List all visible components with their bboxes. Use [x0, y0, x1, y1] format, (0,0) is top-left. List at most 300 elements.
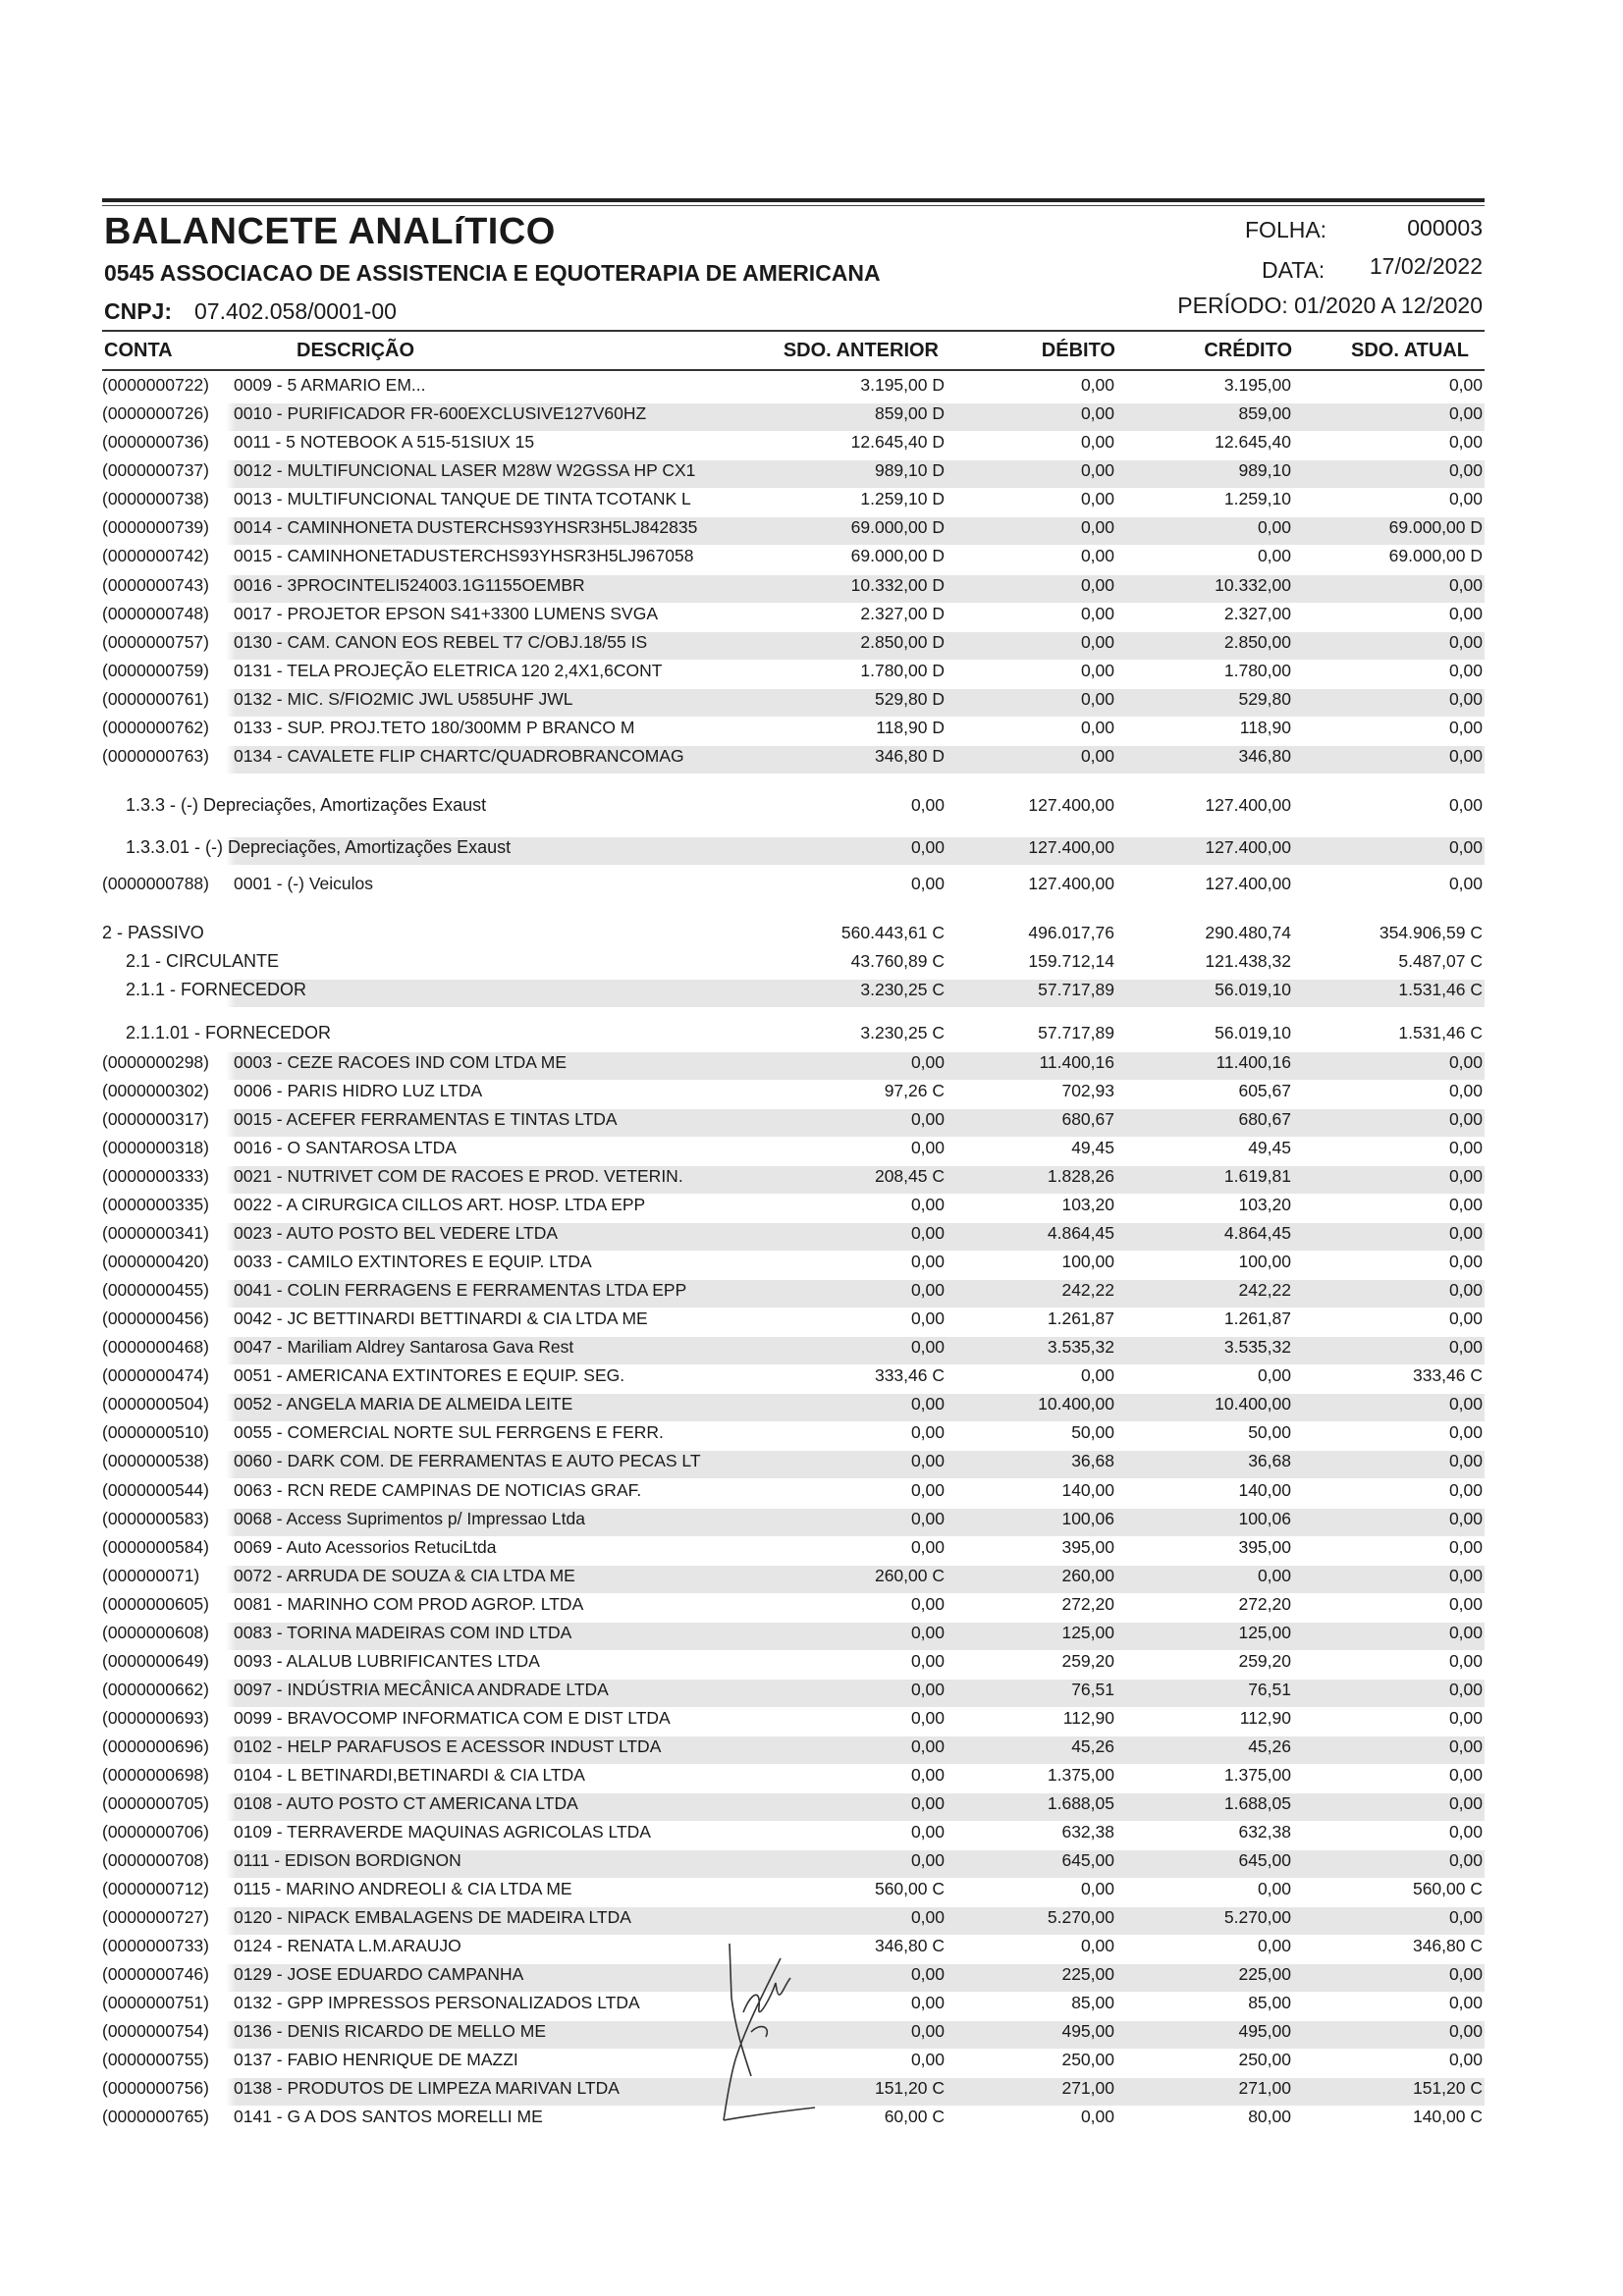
table-row: [0, 1793, 1623, 1821]
saldo-atual: 0,00: [1448, 689, 1483, 709]
saldo-anterior: 0,00: [910, 1422, 945, 1442]
account-description: 0069 - Auto Acessorios RetuciLtda: [234, 1537, 497, 1557]
account-code: (0000000746): [102, 1964, 209, 1984]
credito: 56.019,10: [1215, 1023, 1291, 1042]
table-row: [0, 1337, 1623, 1364]
account-code: (0000000761): [102, 689, 209, 709]
debito: 100,00: [1061, 1252, 1114, 1271]
saldo-anterior: 0,00: [910, 1736, 945, 1756]
debito: 702,93: [1061, 1081, 1114, 1100]
credito: 290.480,74: [1205, 923, 1291, 942]
saldo-atual: 0,00: [1448, 1509, 1483, 1528]
table-row: [0, 1166, 1623, 1194]
account-description: 0137 - FABIO HENRIQUE DE MAZZI: [234, 2050, 518, 2069]
saldo-atual: 0,00: [1448, 1993, 1483, 2012]
account-description: 0102 - HELP PARAFUSOS E ACESSOR INDUST LTDA: [234, 1736, 662, 1756]
saldo-anterior: 0,00: [910, 1651, 945, 1671]
credito: 112,90: [1239, 1708, 1291, 1728]
account-description: 0042 - JC BETTINARDI BETTINARDI & CIA LTDA ME: [234, 1308, 648, 1328]
debito: 0,00: [1080, 1936, 1114, 1955]
credito: 140,00: [1238, 1480, 1291, 1500]
account-description: 0055 - COMERCIAL NORTE SUL FERRGENS E FERR.: [234, 1422, 664, 1442]
debito: 50,00: [1071, 1422, 1114, 1442]
saldo-atual: 0,00: [1448, 632, 1483, 652]
credito: 1.780,00: [1223, 661, 1291, 680]
account-code: (0000000788): [102, 874, 209, 893]
account-description: 1.3.3 - (-) Depreciações, Amortizações Exaust: [126, 795, 487, 815]
saldo-atual: 0,00: [1448, 1138, 1483, 1157]
credito: 242,22: [1238, 1280, 1291, 1300]
account-description: 0111 - EDISON BORDIGNON: [234, 1850, 461, 1870]
account-code: (0000000705): [102, 1793, 209, 1813]
debito: 259,20: [1061, 1651, 1114, 1671]
saldo-atual: 0,00: [1448, 718, 1483, 737]
account-description: 0052 - ANGELA MARIA DE ALMEIDA LEITE: [234, 1394, 573, 1414]
account-code: (0000000420): [102, 1252, 209, 1271]
table-row: [0, 1195, 1623, 1222]
credito: 121.438,32: [1205, 951, 1291, 971]
table-row: [0, 1365, 1623, 1393]
debito: 103,20: [1061, 1195, 1114, 1214]
table-row: [0, 1907, 1623, 1935]
saldo-anterior: 3.230,25 C: [860, 1023, 945, 1042]
saldo-anterior: 0,00: [910, 795, 945, 815]
periodo: PERÍODO: 01/2020 A 12/2020: [1177, 293, 1483, 318]
debito: 1.828,26: [1047, 1166, 1114, 1186]
company-name: 0545 ASSOCIACAO DE ASSISTENCIA E EQUOTERAPIA DE AMERICANA: [104, 260, 881, 286]
credito: 76,51: [1248, 1680, 1291, 1699]
credito: 100,06: [1238, 1509, 1291, 1528]
account-description: 0133 - SUP. PROJ.TETO 180/300MM P BRANCO M: [234, 718, 635, 737]
account-description: 0013 - MULTIFUNCIONAL TANQUE DE TINTA TCOTANK L: [234, 489, 691, 508]
account-description: 0015 - ACEFER FERRAMENTAS E TINTAS LTDA: [234, 1109, 618, 1129]
saldo-atual: 0,00: [1448, 1422, 1483, 1442]
credito: 0,00: [1257, 1566, 1291, 1585]
debito: 4.864,45: [1047, 1223, 1114, 1243]
credito: 1.259,10: [1223, 489, 1291, 508]
saldo-atual: 0,00: [1448, 575, 1483, 595]
account-description: 0132 - GPP IMPRESSOS PERSONALIZADOS LTDA: [234, 1993, 640, 2012]
saldo-atual: 0,00: [1448, 460, 1483, 480]
saldo-atual: 0,00: [1448, 1337, 1483, 1357]
saldo-atual: 69.000,00 D: [1388, 517, 1483, 537]
account-code: (0000000762): [102, 718, 209, 737]
saldo-anterior: 0,00: [910, 1052, 945, 1072]
account-description: 1.3.3.01 - (-) Depreciações, Amortizações Exaust: [126, 837, 512, 857]
table-row: [0, 1480, 1623, 1508]
table-row: [0, 1623, 1623, 1650]
credito: 100,00: [1238, 1252, 1291, 1271]
saldo-anterior: 2.327,00 D: [860, 604, 945, 623]
account-description: 2.1 - CIRCULANTE: [126, 951, 280, 971]
debito: 125,00: [1061, 1623, 1114, 1642]
saldo-anterior: 43.760,89 C: [850, 951, 945, 971]
credito: 36,68: [1248, 1451, 1291, 1470]
table-row: [0, 575, 1623, 603]
account-description: 0130 - CAM. CANON EOS REBEL T7 C/OBJ.18/55 IS: [234, 632, 648, 652]
account-description: 0136 - DENIS RICARDO DE MELLO ME: [234, 2021, 546, 2041]
saldo-anterior: 0,00: [910, 1480, 945, 1500]
credito: 680,67: [1238, 1109, 1291, 1129]
saldo-anterior: 0,00: [910, 1195, 945, 1214]
saldo-atual: 0,00: [1448, 874, 1483, 893]
table-row: [0, 1594, 1623, 1622]
debito: 0,00: [1080, 1365, 1114, 1385]
saldo-anterior: 0,00: [910, 1765, 945, 1785]
col-header-sdo-anterior: SDO. ANTERIOR: [783, 340, 939, 361]
account-description: 0141 - G A DOS SANTOS MORELLI ME: [234, 2107, 543, 2126]
account-description: 0051 - AMERICANA EXTINTORES E EQUIP. SEG.: [234, 1365, 625, 1385]
account-description: 0115 - MARINO ANDREOLI & CIA LTDA ME: [234, 1879, 572, 1898]
debito: 1.261,87: [1047, 1308, 1114, 1328]
debito: 57.717,89: [1038, 980, 1114, 999]
saldo-atual: 0,00: [1448, 1850, 1483, 1870]
account-description: 0023 - AUTO POSTO BEL VEDERE LTDA: [234, 1223, 559, 1243]
saldo-anterior: 118,90 D: [876, 718, 945, 737]
account-description: 0097 - INDÚSTRIA MECÂNICA ANDRADE LTDA: [234, 1680, 609, 1699]
account-code: (0000000727): [102, 1907, 209, 1927]
saldo-anterior: 0,00: [910, 2050, 945, 2069]
account-description: 0015 - CAMINHONETADUSTERCHS93YHSR3H5LJ967058: [234, 546, 694, 565]
credito: 12.645,40: [1215, 432, 1291, 452]
credito: 118,90: [1239, 718, 1291, 737]
saldo-anterior: 560.443,61 C: [840, 923, 945, 942]
table-row: [0, 1879, 1623, 1906]
table-row: [0, 1822, 1623, 1849]
account-code: (0000000743): [102, 575, 209, 595]
debito: 272,20: [1061, 1594, 1114, 1614]
account-description: 0011 - 5 NOTEBOOK A 515-51SIUX 15: [234, 432, 535, 452]
saldo-anterior: 560,00 C: [874, 1879, 945, 1898]
credito: 1.688,05: [1223, 1793, 1291, 1813]
saldo-atual: 0,00: [1448, 1907, 1483, 1927]
account-code: (0000000742): [102, 546, 209, 565]
account-description: 0016 - O SANTAROSA LTDA: [234, 1138, 457, 1157]
saldo-atual: 0,00: [1448, 1708, 1483, 1728]
table-row: [0, 1138, 1623, 1165]
account-code: (0000000754): [102, 2021, 209, 2041]
table-row: [0, 1765, 1623, 1792]
saldo-anterior: 0,00: [910, 1337, 945, 1357]
table-row: [0, 460, 1623, 488]
account-description: 0041 - COLIN FERRAGENS E FERRAMENTAS LTDA EPP: [234, 1280, 687, 1300]
table-row: [0, 1651, 1623, 1679]
account-code: (0000000765): [102, 2107, 209, 2126]
debito: 242,22: [1061, 1280, 1114, 1300]
table-row: [0, 1252, 1623, 1279]
saldo-atual: 1.531,46 C: [1398, 1023, 1483, 1042]
saldo-atual: 0,00: [1448, 746, 1483, 766]
account-description: 0006 - PARIS HIDRO LUZ LTDA: [234, 1081, 483, 1100]
account-description: 0120 - NIPACK EMBALAGENS DE MADEIRA LTDA: [234, 1907, 631, 1927]
table-row: [0, 1566, 1623, 1593]
saldo-atual: 0,00: [1448, 1252, 1483, 1271]
account-code: (0000000698): [102, 1765, 209, 1785]
saldo-anterior: 0,00: [910, 1964, 945, 1984]
credito: 395,00: [1238, 1537, 1291, 1557]
account-code: (0000000583): [102, 1509, 209, 1528]
account-code: (0000000748): [102, 604, 209, 623]
saldo-atual: 1.531,46 C: [1398, 980, 1483, 999]
data-label: DATA:: [1262, 257, 1325, 283]
account-description: 0021 - NUTRIVET COM DE RACOES E PROD. VETERIN.: [234, 1166, 683, 1186]
debito: 10.400,00: [1038, 1394, 1114, 1414]
account-code: (0000000756): [102, 2078, 209, 2098]
saldo-anterior: 10.332,00 D: [850, 575, 945, 595]
account-code: (0000000649): [102, 1651, 209, 1671]
debito: 3.535,32: [1047, 1337, 1114, 1357]
account-description: 0063 - RCN REDE CAMPINAS DE NOTICIAS GRAF.: [234, 1480, 642, 1500]
account-code: (0000000538): [102, 1451, 209, 1470]
account-description: 0104 - L BETINARDI,BETINARDI & CIA LTDA: [234, 1765, 585, 1785]
saldo-atual: 0,00: [1448, 1793, 1483, 1813]
saldo-anterior: 989,10 D: [874, 460, 945, 480]
table-row: [0, 1394, 1623, 1421]
saldo-atual: 560,00 C: [1412, 1879, 1483, 1898]
top-rule-thin: [102, 205, 1485, 206]
saldo-atual: 0,00: [1448, 489, 1483, 508]
account-description: 2 - PASSIVO: [102, 923, 204, 942]
col-header-conta: CONTA: [104, 340, 173, 361]
saldo-anterior: 1.259,10 D: [860, 489, 945, 508]
saldo-atual: 0,00: [1448, 1964, 1483, 1984]
account-code: (0000000468): [102, 1337, 209, 1357]
credito: 271,00: [1238, 2078, 1291, 2098]
credito: 0,00: [1257, 546, 1291, 565]
credito: 2.850,00: [1223, 632, 1291, 652]
account-code: (0000000544): [102, 1480, 209, 1500]
saldo-atual: 69.000,00 D: [1388, 546, 1483, 565]
table-row: [0, 375, 1623, 402]
account-description: 2.1.1 - FORNECEDOR: [126, 980, 307, 999]
saldo-atual: 0,00: [1448, 1109, 1483, 1129]
debito: 85,00: [1071, 1993, 1114, 2012]
account-description: 0009 - 5 ARMARIO EM...: [234, 375, 426, 395]
account-code: (0000000662): [102, 1680, 209, 1699]
table-row: [0, 489, 1623, 516]
saldo-atual: 0,00: [1448, 1765, 1483, 1785]
credito: 10.332,00: [1215, 575, 1291, 595]
credito: 0,00: [1257, 1936, 1291, 1955]
debito: 0,00: [1080, 375, 1114, 395]
debito: 127.400,00: [1028, 874, 1114, 893]
saldo-atual: 0,00: [1448, 1195, 1483, 1214]
col-header-descricao: DESCRIÇÃO: [297, 340, 415, 361]
header-rule-top: [102, 330, 1485, 332]
account-code: (0000000759): [102, 661, 209, 680]
top-rule: [102, 198, 1485, 202]
account-description: 2.1.1.01 - FORNECEDOR: [126, 1023, 332, 1042]
debito: 100,06: [1061, 1509, 1114, 1528]
account-code: (0000000737): [102, 460, 209, 480]
table-row: [0, 632, 1623, 660]
account-description: 0016 - 3PROCINTELI524003.1G1155OEMBR: [234, 575, 585, 595]
table-row: [0, 689, 1623, 717]
account-code: (0000000455): [102, 1280, 209, 1300]
debito: 1.375,00: [1047, 1765, 1114, 1785]
table-row: [0, 1109, 1623, 1137]
credito: 225,00: [1238, 1964, 1291, 1984]
saldo-anterior: 0,00: [910, 1793, 945, 1813]
saldo-anterior: 0,00: [910, 1223, 945, 1243]
credito: 605,67: [1238, 1081, 1291, 1100]
account-code: (0000000605): [102, 1594, 209, 1614]
saldo-atual: 0,00: [1448, 1081, 1483, 1100]
table-row: [0, 795, 1623, 823]
account-description: 0138 - PRODUTOS DE LIMPEZA MARIVAN LTDA: [234, 2078, 620, 2098]
account-description: 0060 - DARK COM. DE FERRAMENTAS E AUTO PECAS LT: [234, 1451, 701, 1470]
saldo-atual: 0,00: [1448, 661, 1483, 680]
debito: 0,00: [1080, 546, 1114, 565]
saldo-atual: 0,00: [1448, 1480, 1483, 1500]
debito: 0,00: [1080, 632, 1114, 652]
credito: 1.619,81: [1223, 1166, 1291, 1186]
saldo-atual: 354.906,59 C: [1379, 923, 1483, 942]
credito: 495,00: [1238, 2021, 1291, 2041]
credito: 259,20: [1238, 1651, 1291, 1671]
credito: 250,00: [1238, 2050, 1291, 2069]
saldo-atual: 0,00: [1448, 795, 1483, 815]
credito: 346,80: [1238, 746, 1291, 766]
saldo-anterior: 0,00: [910, 1394, 945, 1414]
report-title: BALANCETE ANALíTICO: [104, 211, 556, 252]
saldo-atual: 0,00: [1448, 375, 1483, 395]
saldo-anterior: 97,26 C: [884, 1081, 945, 1100]
credito: 1.261,87: [1223, 1308, 1291, 1328]
account-description: 0068 - Access Suprimentos p/ Impressao Ltda: [234, 1509, 585, 1528]
table-row: [0, 1052, 1623, 1080]
debito: 260,00: [1061, 1566, 1114, 1585]
saldo-atual: 346,80 C: [1412, 1936, 1483, 1955]
saldo-atual: 0,00: [1448, 1594, 1483, 1614]
account-description: 0081 - MARINHO COM PROD AGROP. LTDA: [234, 1594, 584, 1614]
credito: 103,20: [1238, 1195, 1291, 1214]
account-description: 0109 - TERRAVERDE MAQUINAS AGRICOLAS LTDA: [234, 1822, 651, 1842]
table-row: [0, 517, 1623, 545]
credito: 45,26: [1248, 1736, 1291, 1756]
saldo-atual: 140,00 C: [1412, 2107, 1483, 2126]
debito: 0,00: [1080, 718, 1114, 737]
saldo-anterior: 0,00: [910, 1680, 945, 1699]
saldo-atual: 0,00: [1448, 403, 1483, 423]
account-code: (0000000456): [102, 1308, 209, 1328]
table-row: [0, 1736, 1623, 1764]
account-description: 0134 - CAVALETE FLIP CHARTC/QUADROBRANCOMAG: [234, 746, 684, 766]
data-value: 17/02/2022: [1369, 253, 1483, 279]
credito: 85,00: [1248, 1993, 1291, 2012]
account-description: 0003 - CEZE RACOES IND COM LTDA ME: [234, 1052, 568, 1072]
credito: 125,00: [1238, 1623, 1291, 1642]
saldo-anterior: 0,00: [910, 1138, 945, 1157]
account-code: (0000000706): [102, 1822, 209, 1842]
credito: 632,38: [1238, 1822, 1291, 1842]
saldo-atual: 0,00: [1448, 432, 1483, 452]
table-row: [0, 1850, 1623, 1878]
credito: 56.019,10: [1215, 980, 1291, 999]
account-code: (0000000763): [102, 746, 209, 766]
saldo-anterior: 529,80 D: [874, 689, 945, 709]
saldo-anterior: 0,00: [910, 1308, 945, 1328]
account-description: 0131 - TELA PROJEÇÃO ELETRICA 120 2,4X1,6CONT: [234, 661, 663, 680]
debito: 45,26: [1071, 1736, 1114, 1756]
account-description: 0093 - ALALUB LUBRIFICANTES LTDA: [234, 1651, 540, 1671]
debito: 250,00: [1061, 2050, 1114, 2069]
account-code: (0000000474): [102, 1365, 209, 1385]
saldo-atual: 5.487,07 C: [1398, 951, 1483, 971]
saldo-atual: 0,00: [1448, 1680, 1483, 1699]
debito: 127.400,00: [1028, 795, 1114, 815]
saldo-atual: 0,00: [1448, 604, 1483, 623]
saldo-anterior: 0,00: [910, 874, 945, 893]
saldo-atual: 0,00: [1448, 1623, 1483, 1642]
table-row: [0, 1422, 1623, 1450]
saldo-anterior: 859,00 D: [874, 403, 945, 423]
debito: 0,00: [1080, 432, 1114, 452]
account-code: (0000000693): [102, 1708, 209, 1728]
debito: 159.712,14: [1028, 951, 1114, 971]
table-row: [0, 1680, 1623, 1707]
saldo-atual: 0,00: [1448, 2021, 1483, 2041]
table-row: [0, 1280, 1623, 1308]
table-row: [0, 661, 1623, 688]
saldo-atual: 0,00: [1448, 1566, 1483, 1585]
account-code: (0000000733): [102, 1936, 209, 1955]
account-description: 0072 - ARRUDA DE SOUZA & CIA LTDA ME: [234, 1566, 575, 1585]
saldo-anterior: 260,00 C: [874, 1566, 945, 1585]
debito: 225,00: [1061, 1964, 1114, 1984]
credito: 989,10: [1238, 460, 1291, 480]
account-code: (0000000298): [102, 1052, 209, 1072]
saldo-anterior: 208,45 C: [874, 1166, 945, 1186]
credito: 529,80: [1238, 689, 1291, 709]
saldo-atual: 0,00: [1448, 1052, 1483, 1072]
folha-value: 000003: [1407, 215, 1483, 240]
account-code: (0000000708): [102, 1850, 209, 1870]
credito: 2.327,00: [1223, 604, 1291, 623]
debito: 36,68: [1071, 1451, 1114, 1470]
debito: 632,38: [1061, 1822, 1114, 1842]
handwritten-signature: [722, 1939, 820, 2125]
debito: 57.717,89: [1038, 1023, 1114, 1042]
debito: 127.400,00: [1028, 837, 1114, 857]
saldo-atual: 333,46 C: [1412, 1365, 1483, 1385]
table-row: [0, 837, 1623, 865]
account-code: (0000000341): [102, 1223, 209, 1243]
saldo-anterior: 3.230,25 C: [860, 980, 945, 999]
credito: 127.400,00: [1205, 874, 1291, 893]
credito: 1.375,00: [1223, 1765, 1291, 1785]
account-code: (0000000722): [102, 375, 209, 395]
account-code: (0000000739): [102, 517, 209, 537]
account-code: (0000000318): [102, 1138, 209, 1157]
debito: 1.688,05: [1047, 1793, 1114, 1813]
saldo-anterior: 0,00: [910, 1594, 945, 1614]
credito: 127.400,00: [1205, 795, 1291, 815]
credito: 0,00: [1257, 1879, 1291, 1898]
account-code: (0000000510): [102, 1422, 209, 1442]
debito: 0,00: [1080, 403, 1114, 423]
account-code: (0000000608): [102, 1623, 209, 1642]
debito: 0,00: [1080, 661, 1114, 680]
saldo-anterior: 346,80 C: [874, 1936, 945, 1955]
saldo-anterior: 0,00: [910, 1252, 945, 1271]
account-description: 0033 - CAMILO EXTINTORES E EQUIP. LTDA: [234, 1252, 592, 1271]
cnpj-label: CNPJ:: [104, 298, 173, 324]
folha-label: FOLHA:: [1245, 217, 1327, 242]
saldo-anterior: 12.645,40 D: [850, 432, 945, 452]
saldo-atual: 0,00: [1448, 2050, 1483, 2069]
saldo-anterior: 0,00: [910, 837, 945, 857]
